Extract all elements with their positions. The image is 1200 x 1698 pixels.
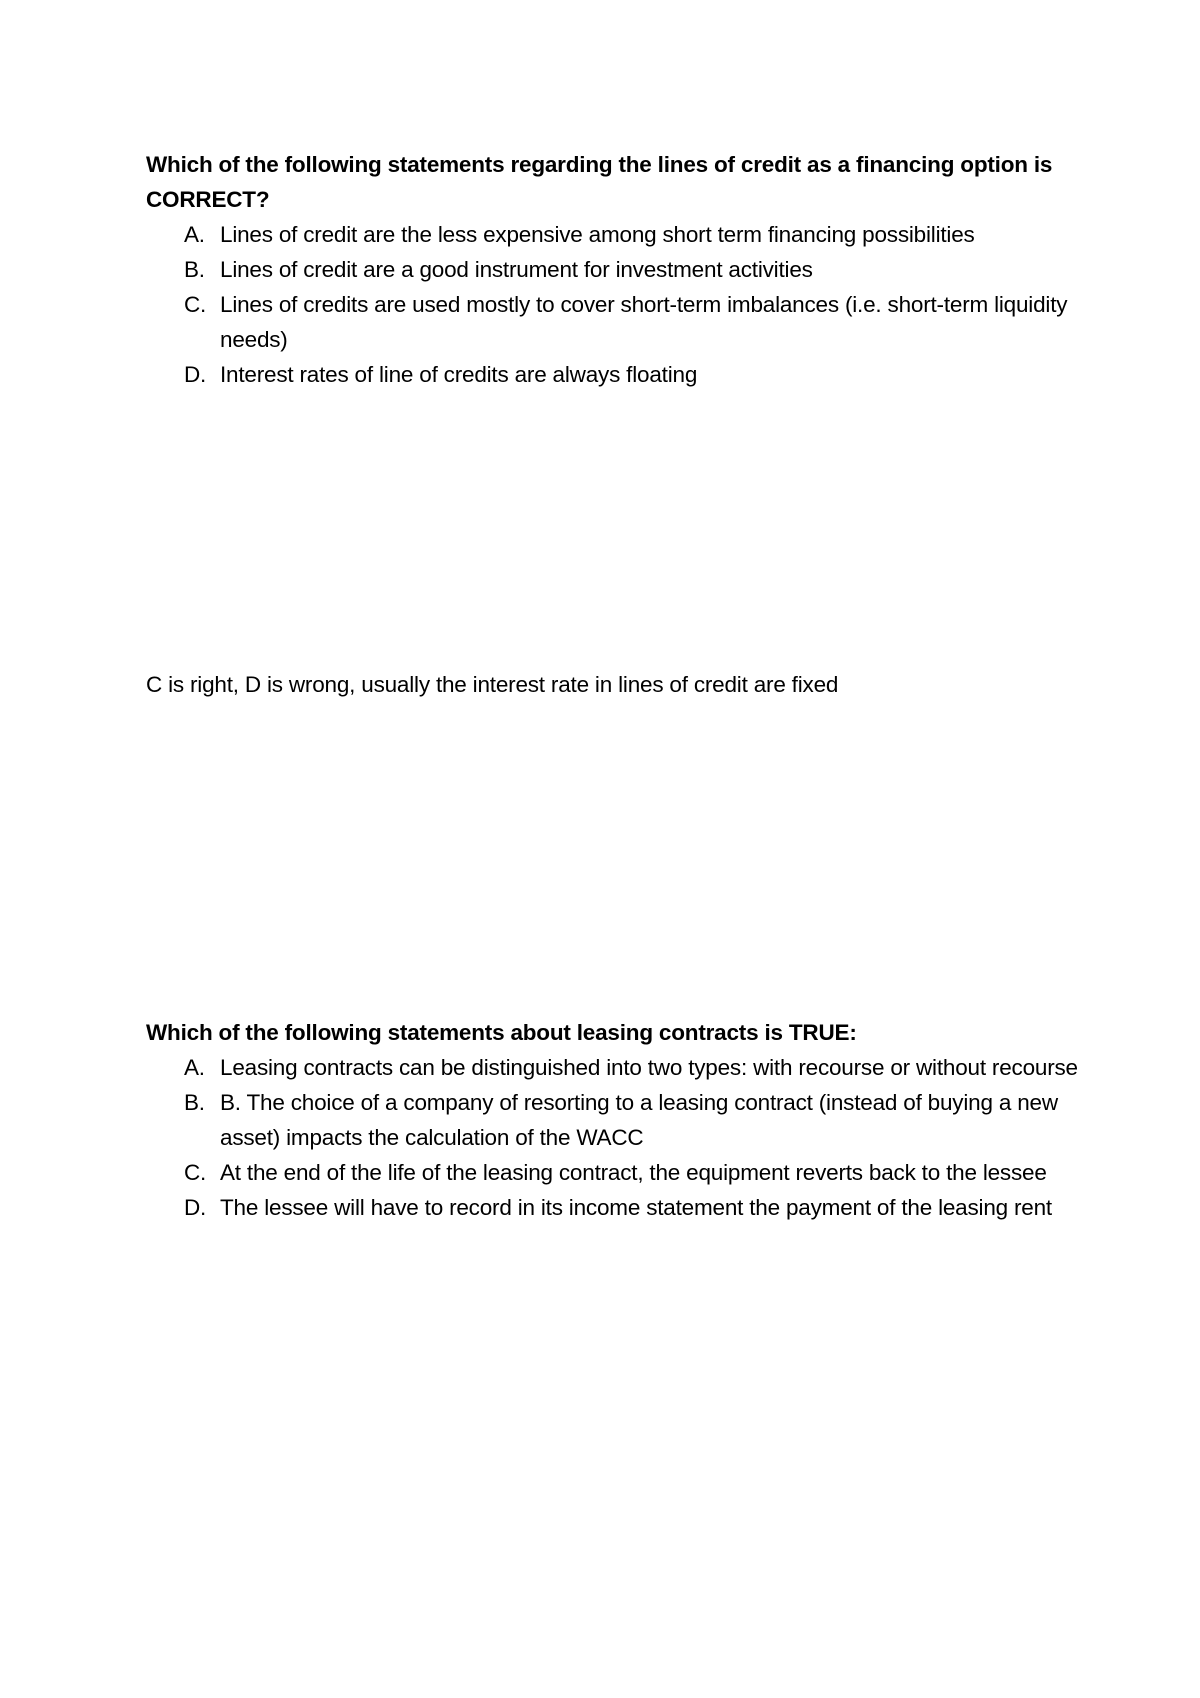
question-1-option-b <box>146 252 1086 287</box>
option-text: Lines of credits are used mostly to cover short-term imbalances (i.e. short-term liquidity needs) <box>220 292 1068 352</box>
option-text: Interest rates of line of credits are always floating <box>220 362 698 387</box>
option-letter: C. <box>184 292 207 317</box>
option-letter: A. <box>184 1055 205 1080</box>
option-text: At the end of the life of the leasing contract, the equipment reverts back to the lessee <box>220 1160 1047 1185</box>
option-letter: D. <box>184 362 207 387</box>
question-2-option-d <box>146 1190 1086 1225</box>
question-2-option-a <box>146 1050 1086 1085</box>
option-letter: A. <box>184 222 205 247</box>
question-2-text: Which of the following statements about leasing contracts is TRUE: <box>146 1020 857 1045</box>
option-letter: B. <box>184 1090 205 1115</box>
question-1-options <box>146 217 1086 392</box>
question-1-option-c <box>146 287 1086 357</box>
option-letter: C. <box>184 1160 207 1185</box>
question-2 <box>146 1015 1086 1225</box>
question-1-text: Which of the following statements regarding the lines of credit as a financing option is CORRECT? <box>146 152 1053 212</box>
question-1-option-a <box>146 217 1086 252</box>
question-2-options <box>146 1050 1086 1225</box>
option-letter: D. <box>184 1195 207 1220</box>
option-text: Leasing contracts can be distinguished into two types: with recourse or without recourse <box>220 1055 1078 1080</box>
option-text: Lines of credit are a good instrument for investment activities <box>220 257 813 282</box>
option-text: The lessee will have to record in its income statement the payment of the leasing rent <box>220 1195 1052 1220</box>
question-1 <box>146 147 1086 392</box>
option-letter: B. <box>184 257 205 282</box>
question-1-option-d <box>146 357 1086 392</box>
question-2-option-b <box>146 1085 1086 1155</box>
answer-1-text: C is right, D is wrong, usually the interest rate in lines of credit are fixed <box>146 672 839 697</box>
option-text: B. The choice of a company of resorting to a leasing contract (instead of buying a new asset) impacts the calculation of the WACC <box>220 1090 1058 1150</box>
question-2-option-c <box>146 1155 1086 1190</box>
option-text: Lines of credit are the less expensive among short term financing possibilities <box>220 222 975 247</box>
